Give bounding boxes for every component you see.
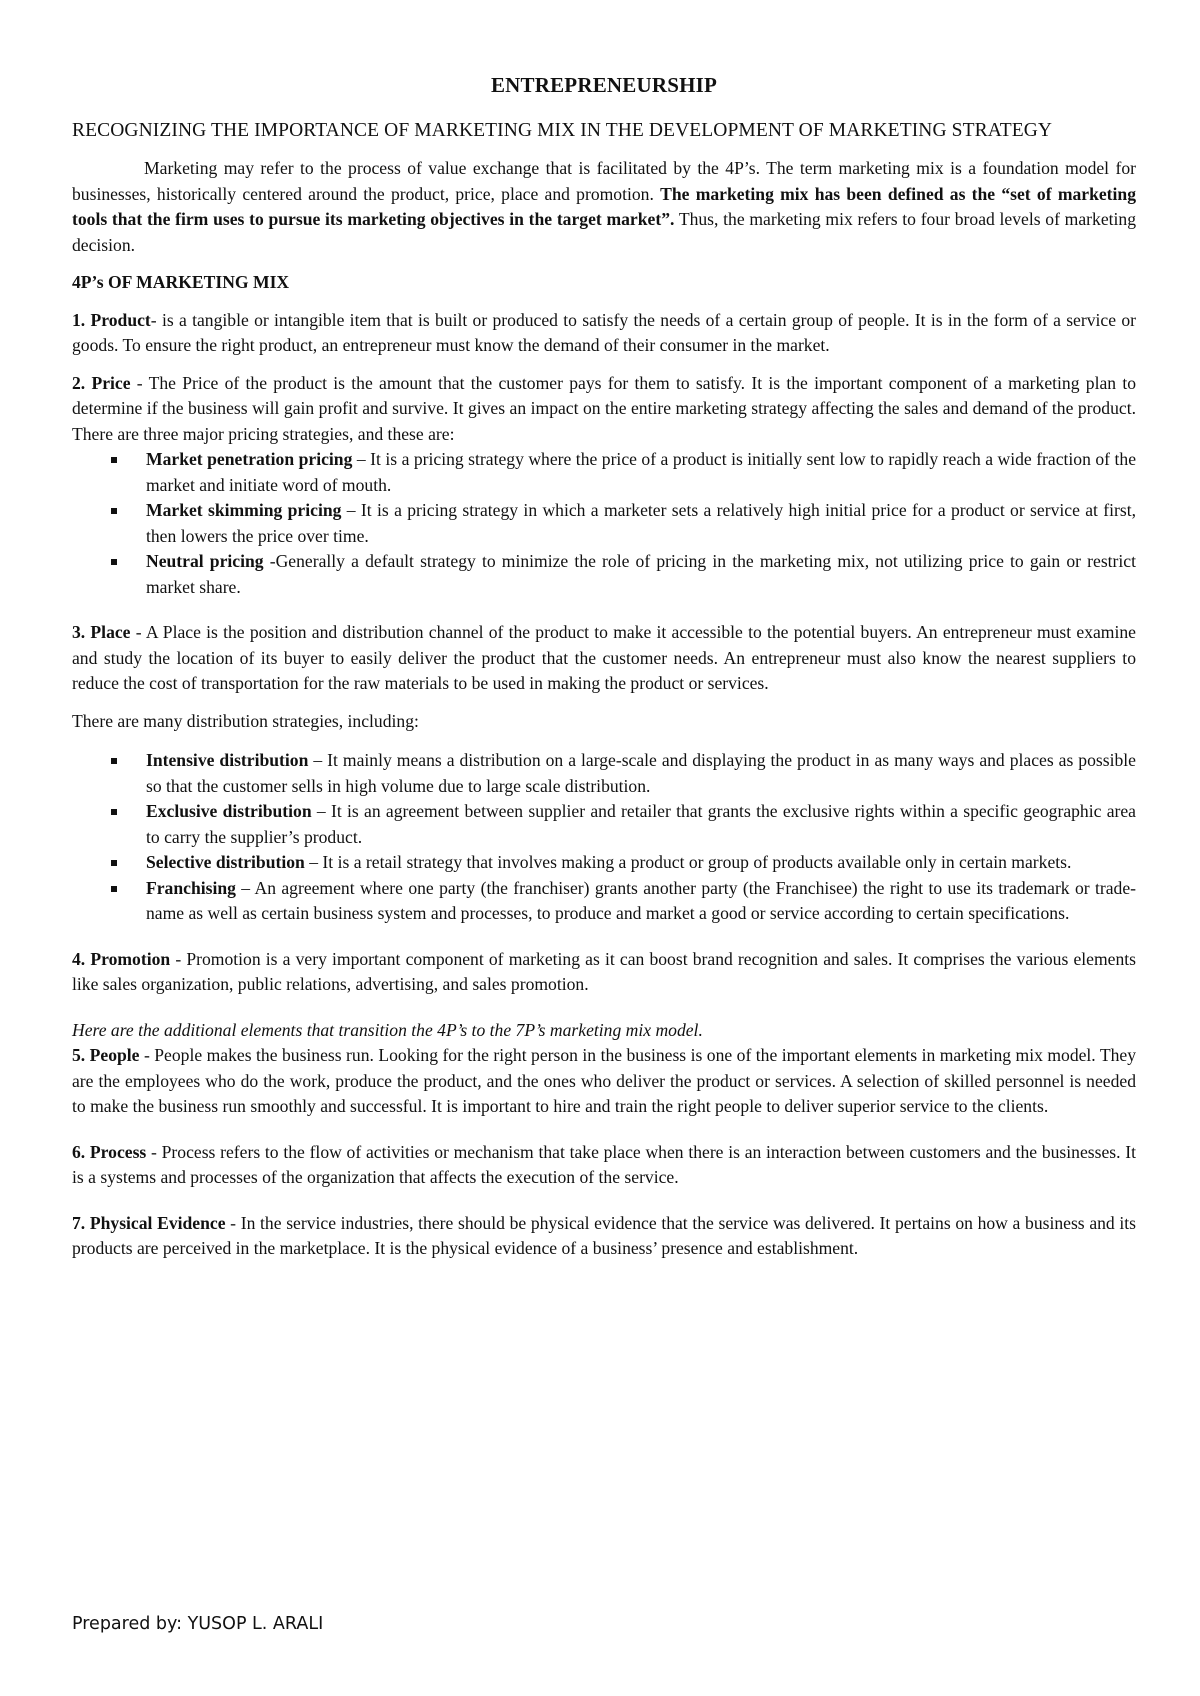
bullet-term: Selective distribution xyxy=(146,852,305,872)
list-item xyxy=(72,876,1136,927)
product-text: - is a tangible or intangible item that is built or produced to satisfy the needs of a certain group of people. It is in the form of a service or goods. To ensure the right product, an entrepreneur must know the demand of their consumer in the market. xyxy=(72,309,1136,355)
bullet-text: – It is a pricing strategy in which a marketer sets a relatively high initial price for a product or service at first, then lowers the price over time. xyxy=(146,500,1136,546)
footer-label: Prepared by: xyxy=(72,1614,188,1634)
place-paragraph xyxy=(72,620,1136,697)
bullet-term: Market penetration pricing xyxy=(146,449,353,469)
bullet-text: – It is an agreement between supplier and retailer that grants the exclusive rights within a specific geographic area to carry the supplier’s product. xyxy=(146,801,1136,847)
product-paragraph xyxy=(72,308,1136,359)
bullet-term: Intensive distribution xyxy=(146,750,309,770)
promotion-text: - Promotion is a very important component of marketing as it can boost brand recognition and sales. It comprises the various elements like sales organization, public relations, advertising, and sales promotion. xyxy=(72,948,1136,994)
physical-evidence-paragraph xyxy=(72,1211,1136,1262)
bullet-square-icon xyxy=(111,559,117,565)
price-paragraph xyxy=(72,371,1136,448)
section-heading-4ps: 4P’s OF MARKETING MIX xyxy=(72,272,290,292)
bullet-square-icon xyxy=(111,886,117,892)
footer-author: YUSOP L. ARALI xyxy=(187,1614,324,1634)
product-label: 1. Product xyxy=(72,309,151,330)
list-item xyxy=(72,799,1136,850)
bullet-text: – It is a pricing strategy where the price of a product is initially sent low to rapidly reach a wide fraction of the market and initiate word of mouth. xyxy=(146,449,1137,495)
price-text: - The Price of the product is the amount that the customer pays for them to satisfy. It is the important component of a marketing plan to determine if the business will gain profit and survive. It gives an impact on the entire marketing strategy affecting the sales and demand of the product. There are three major pricing strategies, and these are: xyxy=(72,372,1137,444)
list-item xyxy=(72,850,1136,876)
bullet-term: Neutral pricing xyxy=(146,551,264,571)
people-paragraph xyxy=(72,1043,1136,1120)
bullet-square-icon xyxy=(111,457,117,463)
distribution-strategies-list xyxy=(72,748,1136,927)
price-label: 2. Price xyxy=(72,372,131,393)
spacer xyxy=(72,927,1136,947)
bullet-term: Market skimming pricing xyxy=(146,500,342,520)
physical-evidence-label: 7. Physical Evidence xyxy=(72,1212,226,1233)
bullet-text: – It mainly means a distribution on a large-scale and displaying the product in as many ways and places as possible so that the customer sells in high volume due to large scale distribution. xyxy=(146,750,1136,796)
bullet-text: – It is a retail strategy that involves making a product or group of products available only in certain markets. xyxy=(304,852,1072,872)
place-label: 3. Place xyxy=(72,622,131,642)
document-title: ENTREPRENEURSHIP xyxy=(490,73,718,97)
people-text: - People makes the business run. Looking for the right person in the business is one of the important elements in marketing mix model. They are the employees who do the work, produce the product, and the ones who deliver the product or services. A selection of skilled personnel is needed to make the business run smoothly and successful. It is important to hire and train the right people to deliver superior service to the clients. xyxy=(72,1045,1136,1116)
list-item xyxy=(72,498,1136,549)
intro-paragraph xyxy=(72,156,1136,258)
process-text: - Process refers to the flow of activities or mechanism that take place when there is an interaction between customers and the businesses. It is a systems and processes of the organization that affects the execution of the service. xyxy=(72,1141,1136,1187)
physical-evidence-text: - In the service industries, there should be physical evidence that the service was delivered. It pertains on how a business and its products are perceived in the marketplace. It is the physical evidence of a business’ presence and establishment. xyxy=(72,1212,1137,1258)
transition-note: Here are the additional elements that transition the 4P’s to the 7P’s marketing mix model. xyxy=(72,1019,703,1040)
document-subtitle: RECOGNIZING THE IMPORTANCE OF MARKETING MIX IN THE DEVELOPMENT OF MARKETING STRATEGY xyxy=(72,120,1053,141)
list-item xyxy=(72,447,1136,498)
pricing-strategies-list xyxy=(72,447,1136,600)
list-item xyxy=(72,748,1136,799)
document-page xyxy=(72,72,1136,1274)
page-footer xyxy=(72,1614,323,1634)
bullet-text: -Generally a default strategy to minimize the role of pricing in the marketing mix, not utilizing price to gain or restrict market share. xyxy=(146,551,1136,597)
bullet-text: – An agreement where one party (the franchiser) grants another party (the Franchisee) the right to use its trademark or trade-name as well as certain business system and processes, to produce and market a good or service according to certain specifications. xyxy=(146,877,1136,923)
place-text: - A Place is the position and distribution channel of the product to make it accessible to the potential buyers. An entrepreneur must examine and study the location of its buyer to easily deliver the product that the customer needs. An entrepreneur must also know the nearest suppliers to reduce the cost of transportation for the raw materials to be used in making the product or services. xyxy=(72,622,1136,693)
promotion-label: 4. Promotion xyxy=(72,948,171,969)
bullet-square-icon xyxy=(111,809,117,815)
intro-definition: The marketing mix has been defined as the “set of marketing tools that the firm uses to pursue its marketing objectives in the target market”. xyxy=(72,183,1136,229)
bullet-square-icon xyxy=(111,860,117,866)
process-paragraph xyxy=(72,1140,1136,1191)
distribution-intro: There are many distribution strategies, including: xyxy=(72,710,419,731)
bullet-term: Exclusive distribution xyxy=(146,801,312,821)
bullet-term: Franchising xyxy=(146,877,236,898)
bullet-square-icon xyxy=(111,508,117,514)
spacer xyxy=(72,600,1136,620)
promotion-paragraph xyxy=(72,947,1136,998)
bullet-square-icon xyxy=(111,758,117,764)
intro-text-2: Thus, the marketing mix refers to four broad levels of marketing decision. xyxy=(72,209,1137,255)
intro-text-1: Marketing may refer to the process of value exchange that is facilitated by the 4P’s. The term marketing mix is a foundation model for businesses, historically centered around the product, price, place and promotion. xyxy=(72,158,1136,204)
people-label: 5. People xyxy=(72,1045,140,1065)
list-item xyxy=(72,549,1136,600)
process-label: 6. Process xyxy=(72,1141,147,1162)
